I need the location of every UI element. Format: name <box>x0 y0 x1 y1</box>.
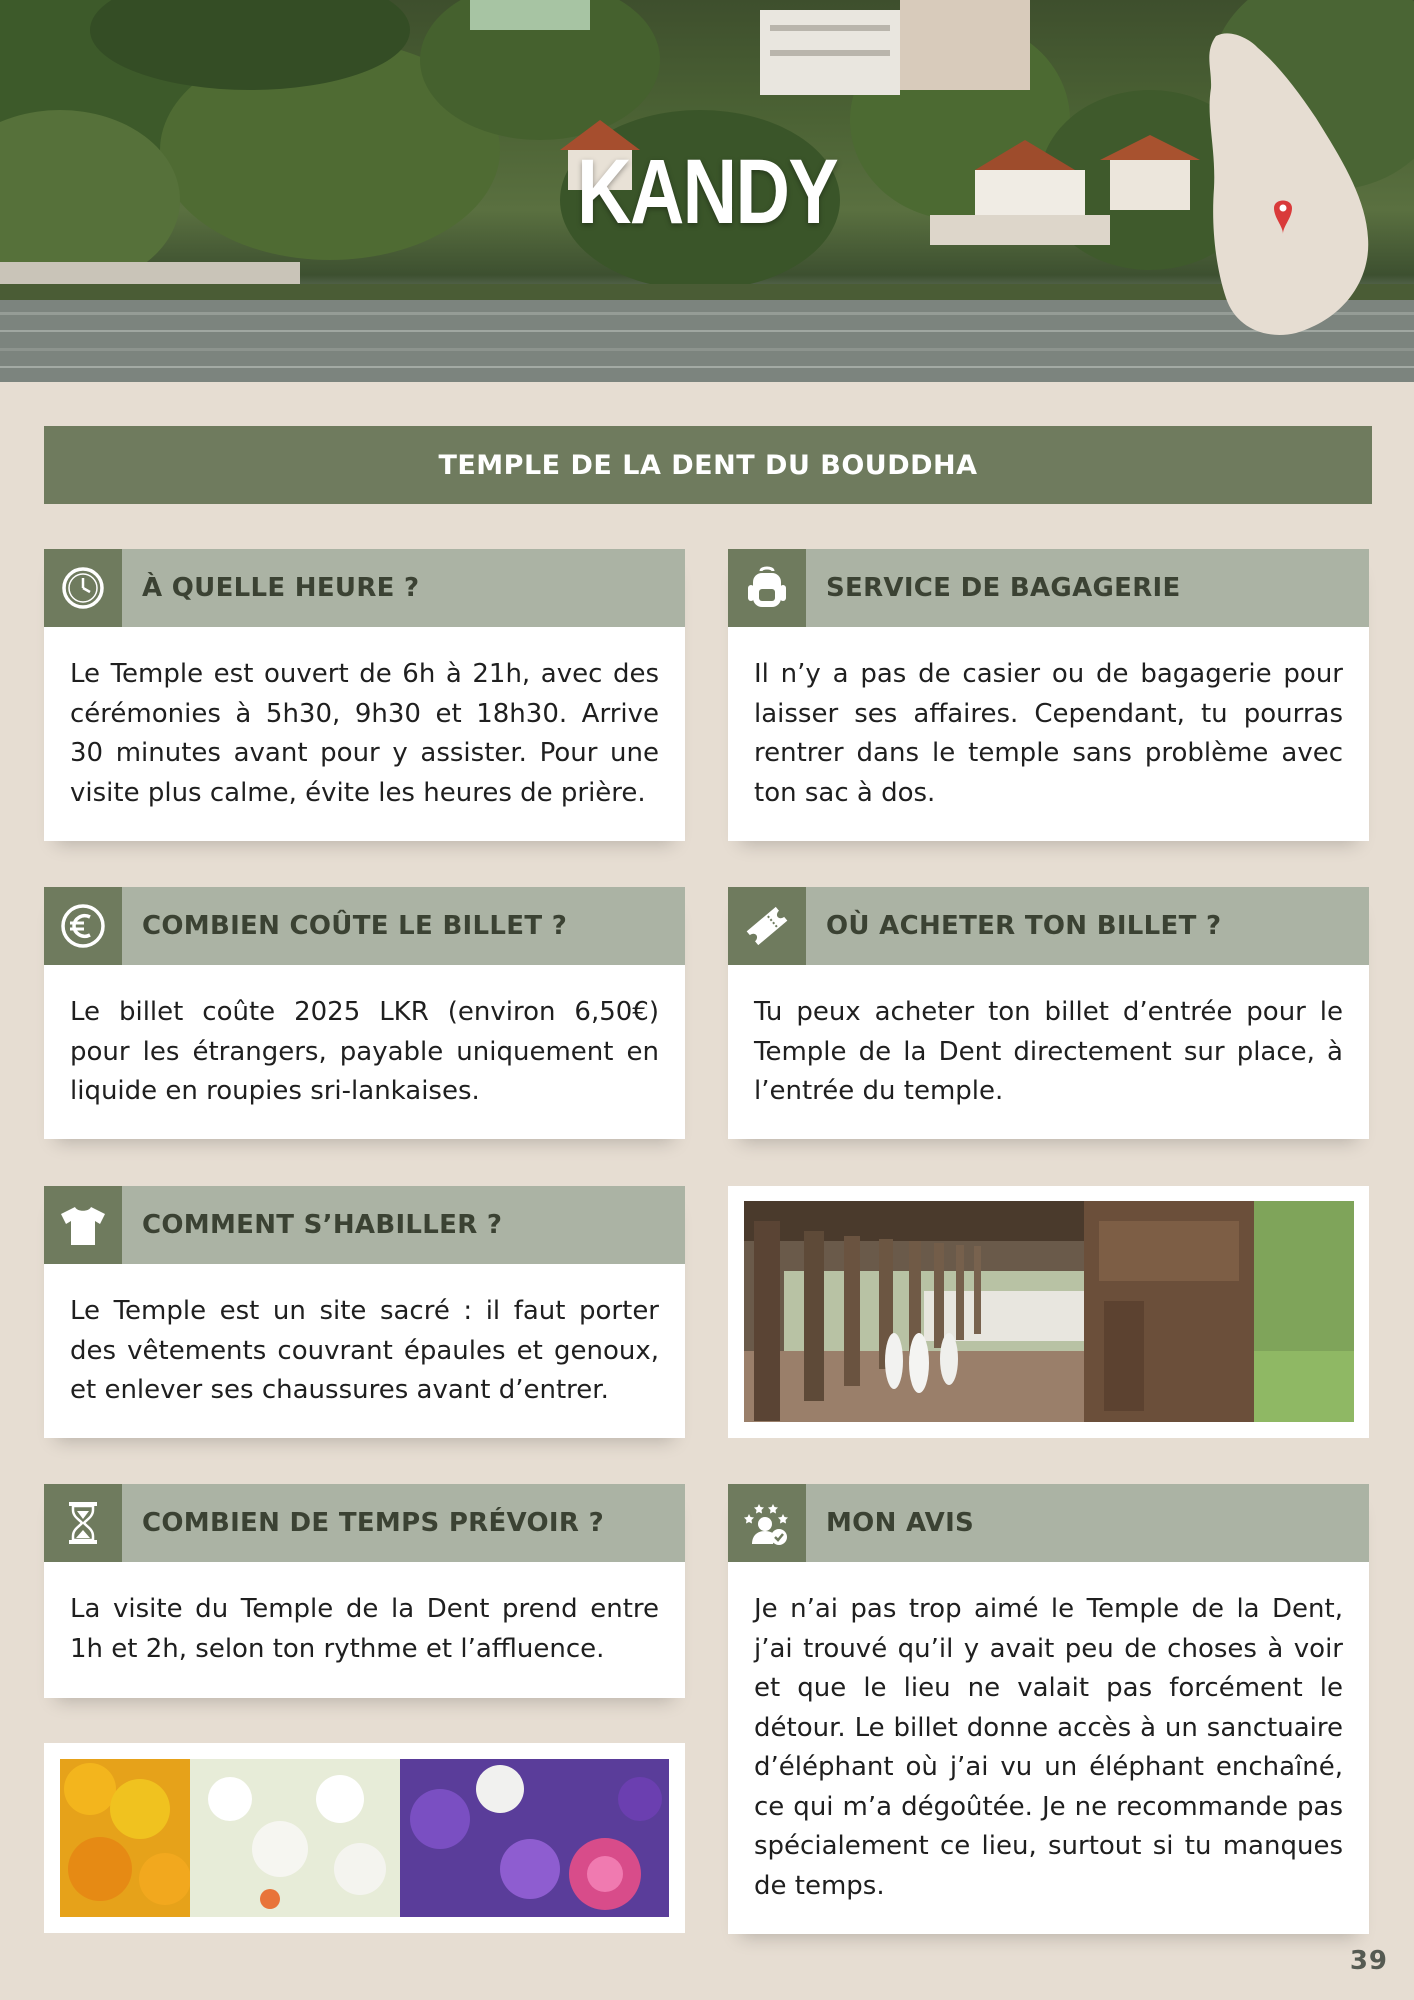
hero-banner <box>0 0 1414 382</box>
card-header <box>44 549 685 627</box>
card-text: Le billet coûte 2025 LKR (environ 6,50€) pour les étrangers, payable uniquement en liquide en roupies sri-lankaises. <box>70 997 659 1106</box>
card-dress-code <box>44 1186 685 1438</box>
card-text: Tu peux acheter ton billet d’entrée pour le Temple de la Dent directement sur place, à l’entrée du temple. <box>754 997 1343 1106</box>
page-number: 39 <box>1349 1946 1388 1976</box>
card-title: OÙ ACHETER TON BILLET ? <box>826 911 1222 941</box>
hourglass-icon <box>44 1484 122 1562</box>
temple-colonnade-photo <box>744 1201 1354 1422</box>
card-opening-hours <box>44 549 685 841</box>
card-text: Je n’ai pas trop aimé le Temple de la Dent, j’ai trouvé qu’il y avait peu de choses à voir et que le lieu ne valait pas forcément le détour. Le billet donne accès à un sanctuaire d’éléphant où j’ai vu un éléphant enchaîné, ce qui m’a dégoûtée. Je ne recommande pas spécialement ce lieu, surtout si tu manques de temps. <box>754 1594 1343 1901</box>
card-my-opinion <box>728 1484 1369 1934</box>
section-title: TEMPLE DE LA DENT DU BOUDDHA <box>44 426 1372 504</box>
card-header <box>728 1484 1369 1562</box>
backpack-icon <box>728 549 806 627</box>
flowers-photo-card <box>44 1743 685 1933</box>
temple-photo-card <box>728 1186 1369 1438</box>
sri-lanka-map-icon <box>1196 28 1376 343</box>
card-text: Il n’y a pas de casier ou de bagagerie pour laisser ses affaires. Cependant, tu pourras rentrer dans le temple sans problème avec ton sac à dos. <box>754 659 1343 808</box>
card-header <box>728 549 1369 627</box>
tshirt-icon <box>44 1186 122 1264</box>
city-title: KANDY <box>576 141 838 243</box>
ticket-icon <box>728 887 806 965</box>
card-luggage-service <box>728 549 1369 841</box>
card-header <box>44 887 685 965</box>
card-ticket-price <box>44 887 685 1139</box>
card-title: À QUELLE HEURE ? <box>142 573 420 603</box>
card-title: COMBIEN COÛTE LE BILLET ? <box>142 911 568 941</box>
card-title: SERVICE DE BAGAGERIE <box>826 573 1181 603</box>
card-title: COMBIEN DE TEMPS PRÉVOIR ? <box>142 1508 604 1538</box>
card-text: Le Temple est ouvert de 6h à 21h, avec des cérémonies à 5h30, 9h30 et 18h30. Arrive 30 minutes avant pour y assister. Pour une visite plus calme, évite les heures de prière. <box>70 659 659 808</box>
card-header <box>728 887 1369 965</box>
rating-icon <box>728 1484 806 1562</box>
card-header <box>44 1484 685 1562</box>
card-title: MON AVIS <box>826 1508 975 1538</box>
clock-icon <box>44 549 122 627</box>
card-header <box>44 1186 685 1264</box>
card-text: Le Temple est un site sacré : il faut porter des vêtements couvrant épaules et genoux, et enlever ses chaussures avant d’entrer. <box>70 1296 659 1405</box>
card-where-to-buy <box>728 887 1369 1139</box>
card-visit-duration <box>44 1484 685 1698</box>
card-title: COMMENT S’HABILLER ? <box>142 1210 503 1240</box>
euro-icon <box>44 887 122 965</box>
card-text: La visite du Temple de la Dent prend entre 1h et 2h, selon ton rythme et l’affluence. <box>70 1594 659 1664</box>
flower-offerings-photo <box>60 1759 669 1917</box>
